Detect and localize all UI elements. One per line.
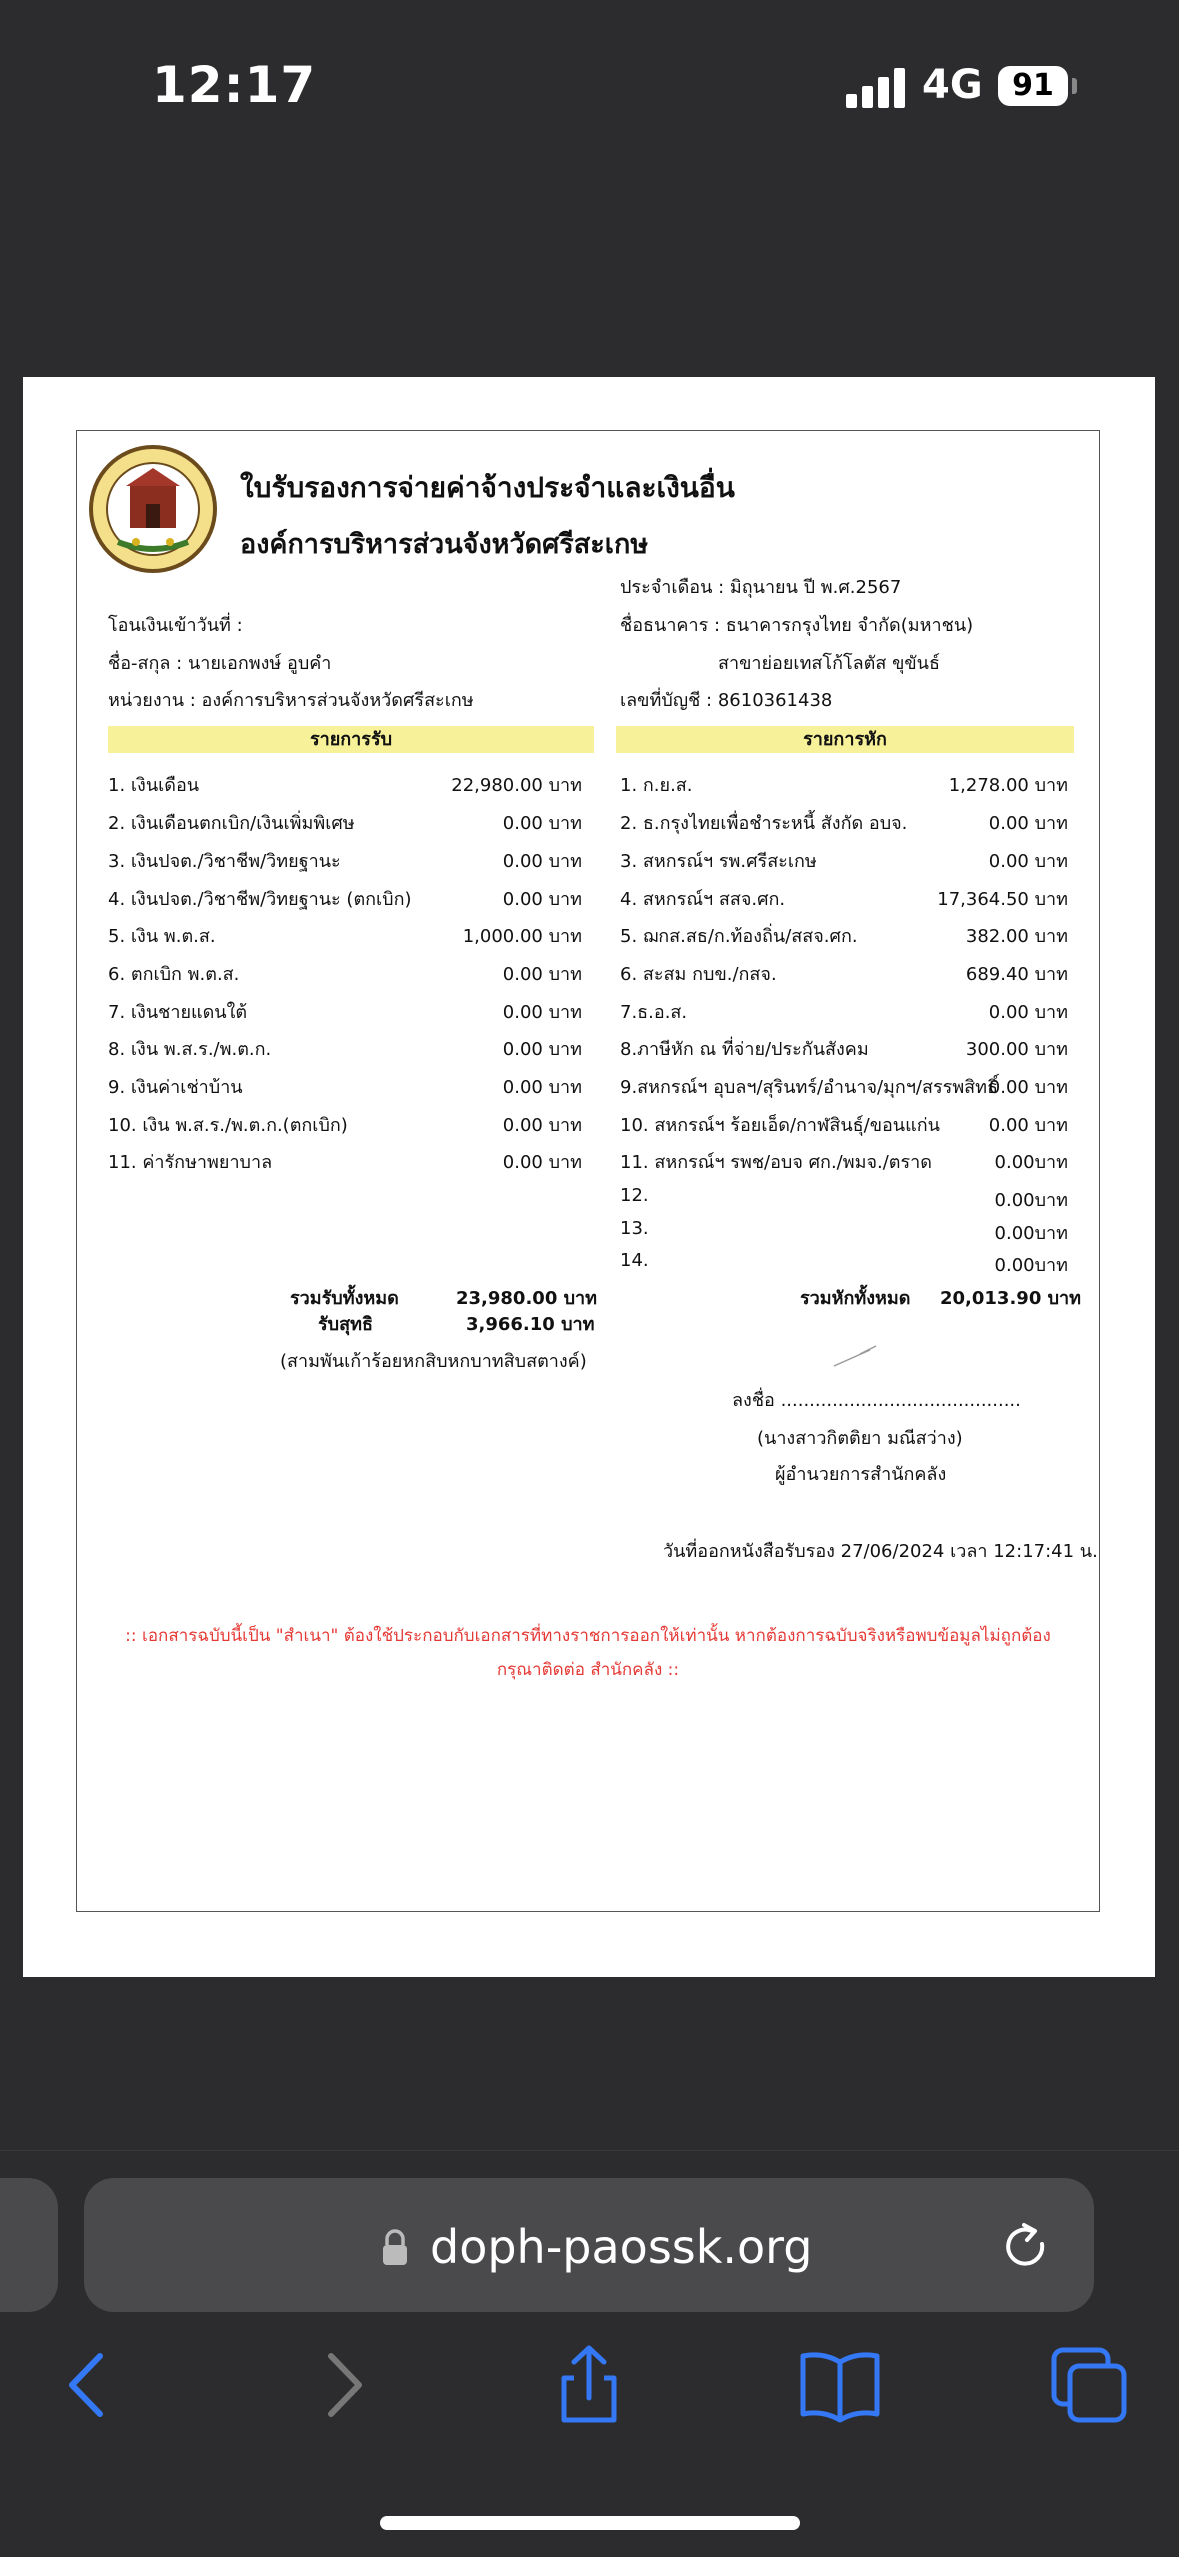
income-amount: 0.00 บาท [502,889,582,910]
deduction-amount: 0.00 บาท [988,1002,1068,1023]
deduction-row [620,846,1068,883]
deduction-amount: 0.00บาท [994,1223,1068,1244]
status-time: 12:17 [152,56,317,114]
issue-timestamp: วันที่ออกหนังสือรับรอง 27/06/2024 เวลา 12:17:41 น. [663,1541,1098,1562]
income-amount: 1,000.00 บาท [462,926,582,947]
deduction-amount: 0.00บาท [994,1255,1068,1276]
income-amount: 0.00 บาท [502,1039,582,1060]
income-row [108,846,582,883]
bank-branch-field: สาขาย่อยเทสโก้โลตัส ขุขันธ์ [718,653,940,674]
lock-icon [380,2228,410,2268]
deduction-amount: 300.00 บาท [965,1039,1068,1060]
tabs-icon[interactable] [1044,2340,1134,2430]
income-amount: 0.00 บาท [502,1077,582,1098]
total-income-label: รวมรับทั้งหมด [290,1288,399,1309]
deduction-label: 3. สหกรณ์ฯ รพ.ศรีสะเกษ [620,851,817,872]
deduction-row [620,1110,1068,1147]
income-section-header: รายการรับ [108,726,594,753]
month-field: ประจำเดือน : มิถุนายน ปี พ.ศ.2567 [620,577,902,598]
deduction-row [620,1034,1068,1071]
deduction-label: 4. สหกรณ์ฯ สสจ.ศก. [620,889,786,910]
income-label: 4. เงินปจต./วิชาชีพ/วิทยฐานะ (ตกเบิก) [108,889,412,910]
income-amount: 0.00 บาท [502,851,582,872]
employee-name-field: ชื่อ-สกุล : นายเอกพงษ์ อูบคำ [108,653,332,674]
share-icon[interactable] [544,2340,634,2430]
deduction-row [620,770,1068,807]
income-label: 11. ค่ารักษาพยาบาล [108,1152,273,1173]
deduction-label: 11. สหกรณ์ฯ รพช/อบจ ศก./พมจ./ตราด [620,1152,932,1173]
income-row [108,1072,582,1109]
income-row [108,997,582,1034]
net-income-value: 3,966.10 บาท [466,1314,595,1335]
income-label: 5. เงิน พ.ต.ส. [108,926,216,947]
deduction-amount: 689.40 บาท [965,964,1068,985]
income-row [108,921,582,958]
income-label: 1. เงินเดือน [108,775,200,796]
deduction-label: 10. สหกรณ์ฯ ร้อยเอ็ด/กาฬสินธุ์/ขอนแก่น [620,1115,940,1136]
deduction-amount: 1,278.00 บาท [948,775,1068,796]
reload-icon[interactable] [1002,2222,1052,2272]
income-label: 7. เงินชายแดนใต้ [108,1002,248,1023]
net-income-label: รับสุทธิ [318,1314,373,1335]
income-amount: 0.00 บาท [502,1115,582,1136]
signer-title: ผู้อำนวยการสำนักคลัง [775,1464,947,1485]
income-amount: 0.00 บาท [502,813,582,834]
deduction-row [620,1185,1068,1222]
network-type: 4G [922,62,983,108]
deduction-label: 12. [620,1185,649,1206]
income-row [108,1147,582,1184]
home-indicator [380,2516,800,2530]
deduction-amount: 0.00บาท [994,1190,1068,1211]
battery-icon: 91 [998,66,1068,106]
deduction-amount: 0.00 บาท [988,851,1068,872]
previous-tab-peek[interactable] [0,2178,58,2312]
deduction-row [620,959,1068,996]
income-row [108,808,582,845]
deduction-row [620,1250,1068,1287]
deduction-label: 9.สหกรณ์ฯ อุบลฯ/สุรินทร์/อำนาจ/มุกฯ/สรรพสิทธิ์ [620,1077,999,1098]
income-label: 2. เงินเดือนตกเบิก/เงินเพิ่มพิเศษ [108,813,355,834]
income-row [108,1110,582,1147]
copy-notice-line2: กรุณาติดต่อ สำนักคลัง :: [496,1660,680,1680]
income-row [108,1034,582,1071]
deduction-amount: 382.00 บาท [965,926,1068,947]
total-deduction-label: รวมหักทั้งหมด [800,1288,911,1309]
agency-field: หน่วยงาน : องค์การบริหารส่วนจังหวัดศรีสะเกษ [108,690,474,711]
deduction-label: 5. ฌกส.สธ/ก.ท้องถิ่น/สสจ.ศก. [620,926,858,947]
income-label: 6. ตกเบิก พ.ต.ส. [108,964,240,985]
deduction-label: 1. ก.ย.ส. [620,775,693,796]
total-income-value: 23,980.00 บาท [456,1288,598,1309]
income-label: 9. เงินค่าเช่าบ้าน [108,1077,243,1098]
deduction-amount: 0.00บาท [994,1152,1068,1173]
signature-mark [830,1342,880,1372]
cellular-signal-icon [846,66,906,108]
forward-icon[interactable] [297,2340,387,2430]
deduction-row [620,921,1068,958]
net-income-words: (สามพันเก้าร้อยหกสิบหกบาทสิบสตางค์) [280,1351,587,1372]
agency-logo-seal [88,444,218,574]
income-row [108,884,582,921]
transfer-date-field: โอนเงินเข้าวันที่ : [108,615,243,636]
bank-name-field: ชื่อธนาคาร : ธนาคารกรุงไทย จำกัด(มหาชน) [620,615,974,636]
deduction-label: 7.ธ.อ.ส. [620,1002,688,1023]
deduction-amount: 0.00 บาท [988,1115,1068,1136]
deduction-label: 8.ภาษีหัก ณ ที่จ่าย/ประกันสังคม [620,1039,869,1060]
deduction-row [620,884,1068,921]
deduction-row [620,997,1068,1034]
income-amount: 0.00 บาท [502,1152,582,1173]
income-label: 8. เงิน พ.ส.ร./พ.ต.ก. [108,1039,272,1060]
status-bar [0,0,1179,176]
deduction-row [620,808,1068,845]
deduction-amount: 17,364.50 บาท [937,889,1068,910]
income-row [108,770,582,807]
income-label: 3. เงินปจต./วิชาชีพ/วิทยฐานะ [108,851,341,872]
document-title: ใบรับรองการจ่ายค่าจ้างประจำและเงินอื่น [240,471,735,504]
deduction-row [620,1072,1068,1109]
deduction-row [620,1147,1068,1184]
back-icon[interactable] [44,2340,134,2430]
deduction-label: 14. [620,1250,649,1271]
deduction-section-header: รายการหัก [616,726,1074,753]
income-row [108,959,582,996]
deduction-label: 6. สะสม กบข./กสจ. [620,964,777,985]
signer-name: (นางสาวกิตติยา มณีสว่าง) [757,1428,963,1449]
bookmarks-icon[interactable] [795,2340,885,2430]
income-amount: 0.00 บาท [502,964,582,985]
copy-notice-line1: :: เอกสารฉบับนี้เป็น "สำเนา" ต้องใช้ประกอบกับเอกสารที่ทางราชการออกให้เท่านั้น หากต้องการฉบับจริงหรือพบข้อมูลไม่ถูกต้อง [125,1626,1051,1646]
deduction-label: 2. ธ.กรุงไทยเพื่อชำระหนี้ สังกัด อบจ. [620,813,908,834]
deduction-amount: 0.00 บาท [988,1077,1068,1098]
deduction-label: 13. [620,1218,649,1239]
income-amount: 22,980.00 บาท [451,775,582,796]
total-deduction-value: 20,013.90 บาท [940,1288,1082,1309]
income-label: 10. เงิน พ.ส.ร./พ.ต.ก.(ตกเบิก) [108,1115,348,1136]
url-text[interactable]: doph-paossk.org [430,2220,813,2274]
deduction-amount: 0.00 บาท [988,813,1068,834]
battery-tip [1072,78,1077,94]
signature-line: ลงชื่อ .......................................... [732,1390,1021,1411]
income-amount: 0.00 บาท [502,1002,582,1023]
document-subtitle: องค์การบริหารส่วนจังหวัดศรีสะเกษ [240,529,649,560]
account-number-field: เลขที่บัญชี : 8610361438 [620,690,833,711]
